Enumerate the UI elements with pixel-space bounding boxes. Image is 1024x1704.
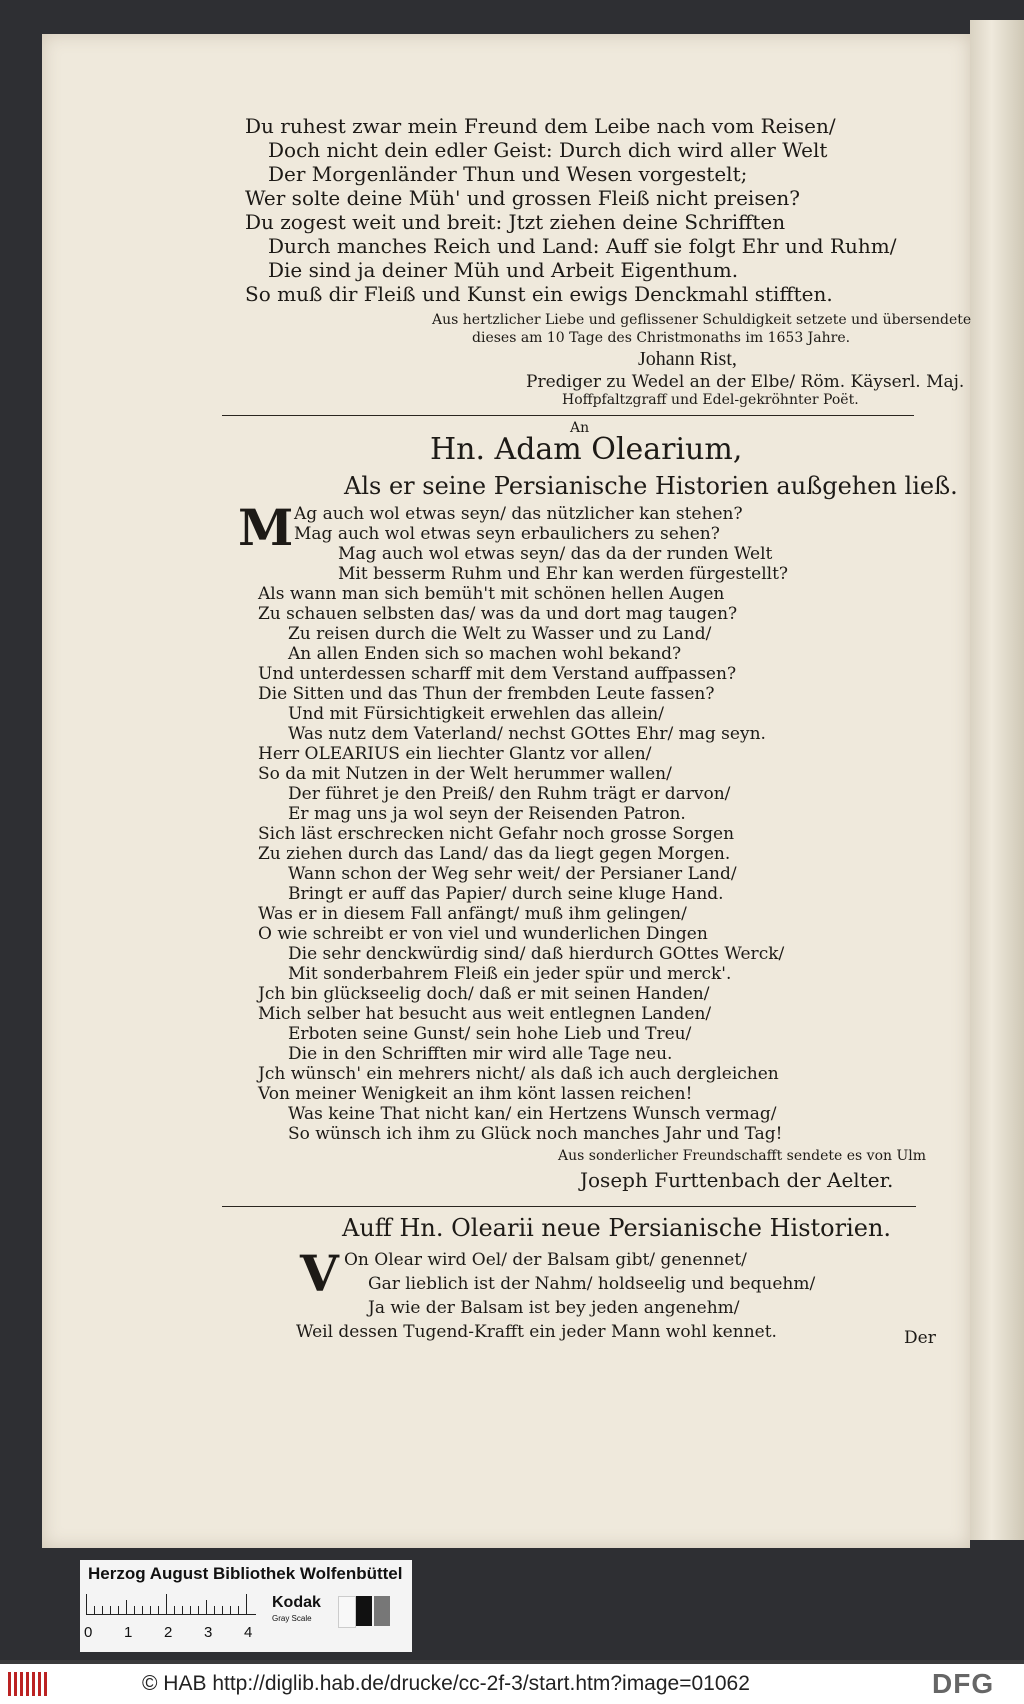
poem2-line: Und mit Fürsichtigkeit erwehlen das allein/: [288, 704, 664, 724]
poem2-heading-small: An: [570, 420, 590, 436]
poem2-line: An allen Enden sich so machen wohl bekand?: [288, 644, 682, 664]
poem2-line: Als wann man sich bemüh't mit schönen hellen Augen: [258, 584, 725, 604]
poem1-line: Du zogest weit und breit: Jtzt ziehen deine Schrifften: [245, 210, 786, 234]
poem2-line: Mag auch wol etwas seyn/ das da der runden Welt: [338, 544, 773, 564]
poem2-dropcap: M: [238, 498, 294, 557]
poem2-line: Mag auch wol etwas seyn erbaulichers zu sehen?: [294, 524, 720, 544]
facing-page-edge: [970, 20, 1024, 1540]
catchword: Der: [904, 1328, 936, 1348]
poem2-line: So da mit Nutzen in der Welt herummer wallen/: [258, 764, 672, 784]
poem2-line: Herr OLEARIUS ein liechter Glantz vor allen/: [258, 744, 652, 764]
poem2-heading-sub: Als er seine Persianische Historien außgehen ließ.: [344, 472, 958, 500]
poem3-line: On Olear wird Oel/ der Balsam gibt/ genennet/: [344, 1250, 747, 1270]
poem3-line: Gar lieblich ist der Nahm/ holdseelig und bequehm/: [368, 1274, 816, 1294]
poem1-author-title: Hoffpfaltzgraff und Edel-gekröhnter Poët.: [562, 392, 859, 408]
poem2-line: Er mag uns ja wol seyn der Reisenden Patron.: [288, 804, 686, 824]
poem1-line: Der Morgenländer Thun und Wesen vorgestelt;: [268, 162, 748, 186]
poem1-line: Doch nicht dein edler Geist: Durch dich wird aller Welt: [268, 138, 828, 162]
gray-patch: [356, 1596, 372, 1626]
poem1-line: Wer solte deine Müh' und grossen Fleiß nicht preisen?: [245, 186, 801, 210]
poem1-dedication: dieses am 10 Tage des Christmonaths im 1653 Jahre.: [472, 330, 851, 346]
poem1-line: Du ruhest zwar mein Freund dem Leibe nach vom Reisen/: [245, 114, 836, 138]
ruler-number: 1: [124, 1624, 133, 1641]
kodak-brand: Kodak: [272, 1594, 321, 1611]
poem1-line: So muß dir Fleiß und Kunst ein ewigs Denckmahl stifften.: [245, 282, 833, 306]
poem2-line: Die sehr denckwürdig sind/ daß hierdurch GOttes Werck/: [288, 944, 785, 964]
ruler-number: 4: [244, 1624, 253, 1641]
poem2-line: Wann schon der Weg sehr weit/ der Persianer Land/: [288, 864, 737, 884]
ruler-number: 0: [84, 1624, 93, 1641]
poem2-line: Zu schauen selbsten das/ was da und dort mag taugen?: [258, 604, 738, 624]
ruler: [86, 1594, 256, 1615]
library-name: Herzog August Bibliothek Wolfenbüttel: [88, 1564, 403, 1583]
poem2-line: Jch wünsch' ein mehrers nicht/ als daß ich auch dergleichen: [258, 1064, 779, 1084]
footer-bar: [0, 1664, 1024, 1704]
poem2-line: Erboten seine Gunst/ sein hohe Lieb und Treu/: [288, 1024, 692, 1044]
poem2-line: Mit besserm Ruhm und Ehr kan werden fürgestellt?: [338, 564, 789, 584]
poem2-line: Der führet je den Preiß/ den Ruhm trägt er darvon/: [288, 784, 731, 804]
poem2-line: Von meiner Wenigkeit an ihm könt lassen reichen!: [258, 1084, 693, 1104]
gray-scale-label: Gray Scale: [272, 1614, 312, 1623]
hab-logo-icon: [8, 1670, 48, 1698]
poem2-line: Mit sonderbahrem Fleiß ein jeder spür und merck'.: [288, 964, 732, 984]
poem2-line: Was nutz dem Vaterland/ nechst GOttes Ehr/ mag seyn.: [288, 724, 766, 744]
divider-rule: [222, 415, 914, 416]
poem2-line: Sich läst erschrecken nicht Gefahr noch grosse Sorgen: [258, 824, 735, 844]
footer-url[interactable]: © HAB http://diglib.hab.de/drucke/cc-2f-3/start.htm?image=01062: [142, 1672, 750, 1695]
poem2-line: O wie schreibt er von viel und wunderlichen Dingen: [258, 924, 708, 944]
poem2-line: Was keine That nicht kan/ ein Hertzens Wunsch vermag/: [288, 1104, 777, 1124]
poem2-line: Ag auch wol etwas seyn/ das nützlicher kan stehen?: [294, 504, 743, 524]
poem3-line: Weil dessen Tugend-Krafft ein jeder Mann wohl kennet.: [296, 1322, 777, 1342]
poem3-dropcap: V: [300, 1244, 339, 1303]
poem2-line: So wünsch ich ihm zu Glück noch manches Jahr und Tag!: [288, 1124, 783, 1144]
ruler-number: 2: [164, 1624, 173, 1641]
poem2-line: Was er in diesem Fall anfängt/ muß ihm gelingen/: [258, 904, 687, 924]
poem2-line: Zu ziehen durch das Land/ das da liegt gegen Morgen.: [258, 844, 731, 864]
poem2-dedication: Aus sonderlicher Freundschafft sendete es von Ulm: [558, 1148, 927, 1164]
poem3-heading: Auff Hn. Olearii neue Persianische Historien.: [342, 1214, 892, 1242]
poem2-line: Zu reisen durch die Welt zu Wasser und zu Land/: [288, 624, 712, 644]
book-page: [42, 34, 970, 1548]
divider-rule: [222, 1206, 916, 1207]
poem1-line: Durch manches Reich und Land: Auff sie folgt Ehr und Ruhm/: [268, 234, 897, 258]
dfg-logo: DFG: [932, 1668, 995, 1699]
poem2-author: Joseph Furttenbach der Aelter.: [580, 1168, 894, 1192]
poem2-line: Und unterdessen scharff mit dem Verstand auffpassen?: [258, 664, 737, 684]
scale-strip: [80, 1560, 412, 1652]
poem2-line: Die Sitten und das Thun der frembden Leute fassen?: [258, 684, 715, 704]
poem1-line: Die sind ja deiner Müh und Arbeit Eigenthum.: [268, 258, 739, 282]
poem2-heading-name: Hn. Adam Olearium,: [430, 432, 743, 467]
poem2-line: Jch bin glückseelig doch/ daß er mit seinen Handen/: [258, 984, 710, 1004]
gray-patch: [374, 1596, 390, 1626]
ruler-number: 3: [204, 1624, 213, 1641]
poem1-author: Johann Rist,: [638, 348, 737, 370]
poem2-line: Die in den Schrifften mir wird alle Tage neu.: [288, 1044, 673, 1064]
poem3-line: Ja wie der Balsam ist bey jeden angenehm/: [368, 1298, 740, 1318]
gray-patch: [338, 1596, 356, 1628]
poem2-line: Bringt er auff das Papier/ durch seine kluge Hand.: [288, 884, 724, 904]
poem2-line: Mich selber hat besucht aus weit entlegnen Landen/: [258, 1004, 712, 1024]
poem1-dedication: Aus hertzlicher Liebe und geflissener Schuldigkeit setzete und übersendete: [432, 312, 972, 328]
poem1-author-title: Prediger zu Wedel an der Elbe/ Röm. Käyserl. Maj.: [526, 372, 965, 392]
